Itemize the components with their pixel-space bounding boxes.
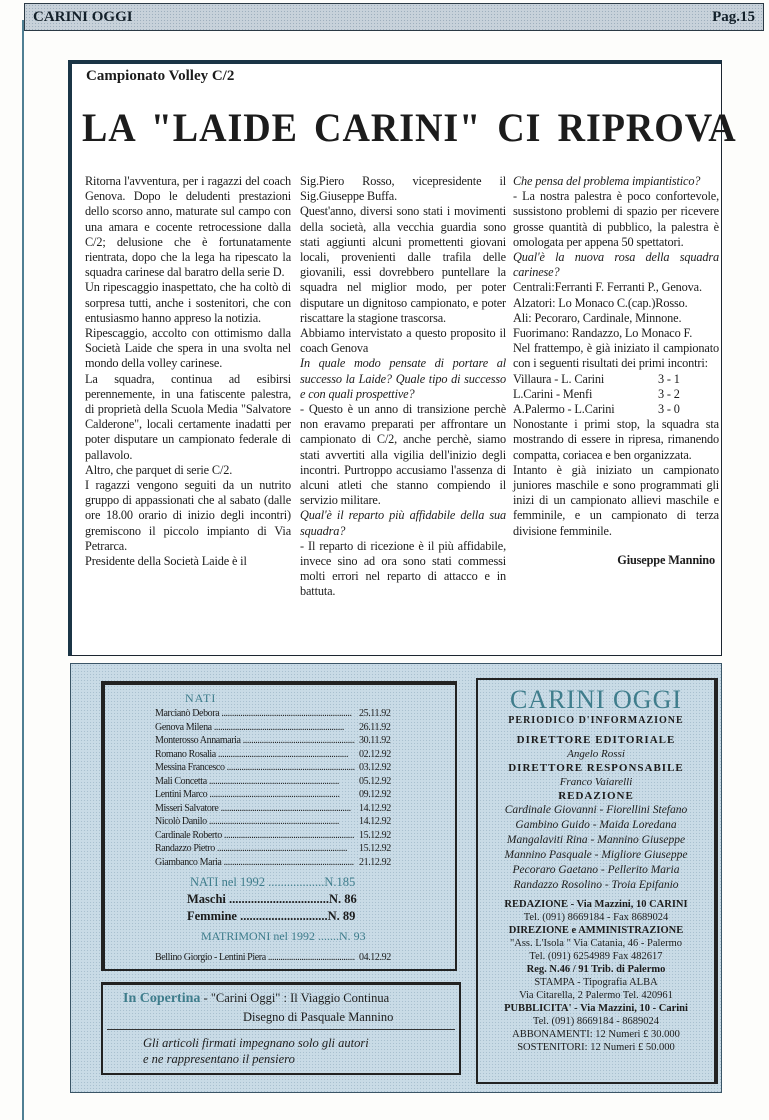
roster-line: Fuorimano: Randazzo, Lo Monaco F. — [513, 326, 693, 341]
match-result — [513, 402, 719, 417]
staff-line: Mangalaviti Rina - Mannino Giuseppe — [506, 834, 686, 846]
birth-name: Romano Rosalia ..... — [155, 748, 355, 762]
masthead-box — [476, 678, 718, 1084]
publication-title: CARINI OGGI — [33, 8, 133, 25]
birth-date: 25.11.92 — [359, 708, 391, 719]
births-females: Femmine ............................N. 89 — [187, 909, 356, 923]
birth-date: 09.12.92 — [359, 789, 391, 800]
article-author: Giuseppe Mannino — [617, 552, 715, 567]
paragraph: Un ripescaggio inaspettato, che ha coltò di sorpresa tutti, anche i sostenitori, che con entusiasmo hanno appreso la notizia. — [85, 280, 291, 325]
birth-name: Giambanco Maria ..... — [155, 856, 355, 870]
birth-name: Marcianò Debora ..... — [155, 707, 355, 721]
disclaimer-line: Gli articoli firmati impegnano solo gli autori — [143, 1036, 369, 1050]
marriage-names: Bellino Giorgio - Lentini Piera ..... — [155, 951, 355, 964]
divider — [107, 1029, 455, 1030]
cover-credit-box — [101, 982, 461, 1075]
article-column-1 — [85, 174, 291, 569]
match-result — [513, 387, 719, 402]
birth-entry — [155, 829, 395, 843]
contact-line: Reg. N.46 / 91 Trib. di Palermo — [526, 964, 666, 975]
cover-title: - "Carini Oggi" : Il Viaggio Continua — [200, 991, 390, 1005]
paragraph: La squadra, continua ad esibirsi perennemente, in una fatiscente palestra, di proprietà della Scuola Media "Salvatore Calderone", locali certamente inadatti per poter disputare un campionato federale di pallavolo. — [85, 371, 291, 462]
contact-line: SOSTENITORI: 12 Numeri £ 50.000 — [517, 1042, 675, 1053]
birth-entry — [155, 856, 395, 870]
paragraph: Presidente della Società Laide è il — [85, 554, 247, 569]
interview-question: Qual'è la nuova rosa della squadra carinese? — [513, 250, 719, 280]
birth-date: 15.12.92 — [359, 829, 391, 841]
interview-question: Che pensa del problema impiantistico? — [513, 174, 701, 188]
editorial-director-label: DIRETTORE EDITORIALE — [516, 734, 676, 746]
birth-date: 15.12.92 — [359, 843, 391, 854]
staff-line: Mannino Pasquale - Migliore Giuseppe — [504, 849, 688, 861]
birth-entry — [155, 761, 395, 775]
page-edge — [22, 20, 24, 1120]
paragraph: Abbiamo intervistato a questo proposito il coach Genova — [300, 326, 506, 356]
interview-question: Qual'è il reparto più affidabile della sua squadra? — [300, 508, 506, 538]
birth-name: Randazzo Pietro ..... — [155, 842, 355, 856]
births-list — [155, 707, 395, 869]
births-total: NATI nel 1992 ..................N.185 — [190, 875, 356, 889]
staff-line: Gambino Guido - Maida Loredana — [515, 819, 677, 831]
staff-line: Pecoraro Gaetano - Pellerito Maria — [512, 864, 680, 876]
birth-date: 21.12.92 — [359, 856, 391, 868]
responsible-director: Franco Vaiarelli — [559, 776, 633, 788]
match-score: 3 - 1 — [658, 371, 680, 386]
contact-line: Tel. (091) 8669184 - Fax 8689024 — [523, 912, 669, 923]
paragraph: Altro, che parquet di serie C/2. — [85, 462, 233, 477]
birth-entry — [155, 842, 395, 856]
birth-name: Genova Milena ..... — [155, 721, 355, 735]
birth-date: 05.12.92 — [359, 775, 391, 787]
birth-name: Messina Francesco ..... — [155, 761, 355, 775]
contact-line: "Ass. L'Isola " Via Catania, 46 - Palermo — [509, 938, 683, 949]
article-column-3 — [513, 174, 719, 568]
paragraph: Quest'anno, diversi sono stati i movimenti della società, alla vecchia guardia sono stati aggiunti alcuni promettenti giovani locali, provenienti dalle trafila delle giovanili, essi dovrebbero puntellare la squadra nel miglior modo, per poter disputare un dignitoso campionato, e poter riscattare la stagione trascorsa. — [300, 204, 506, 325]
match-score: 3 - 2 — [658, 386, 680, 401]
editorial-staff — [478, 803, 714, 893]
contact-line: Tel. (091) 6254989 Fax 482617 — [529, 951, 663, 962]
birth-entry — [155, 815, 395, 829]
birth-entry — [155, 721, 395, 735]
birth-name: Monterosso Annamaria ..... — [155, 734, 355, 748]
birth-date: 14.12.92 — [359, 816, 391, 827]
contact-line: STAMPA - Tipografia ALBA — [534, 977, 658, 988]
responsible-director-label: DIRETTORE RESPONSABILE — [508, 762, 684, 774]
page-number: Pag.15 — [712, 8, 755, 25]
match-score: 3 - 0 — [658, 402, 680, 417]
editorial-staff-label: REDAZIONE — [558, 790, 634, 802]
birth-name: Mali Concetta ..... — [155, 775, 355, 789]
interview-answer: - Questo è un anno di transizione perchè non eravamo preparati per affrontare un campionato di C/2, anche perchè, siamo stati avvertiti alla vigilia dell'inizio degli incontri. Purtroppo accusiamo l'assenza di alcuni atleti che stanno compiendo il servizio militare. — [300, 402, 506, 508]
match-teams: A.Palermo - L.Carini — [513, 402, 615, 417]
roster-line: Centrali:Ferranti F. Ferranti P., Genova. — [513, 280, 702, 295]
interview-question: In quale modo pensate di portare al successo la Laide? Quale tipo di successo e con quali prospettive? — [300, 356, 506, 401]
birth-date: 26.11.92 — [359, 721, 391, 733]
births-males: Maschi ................................N. 86 — [187, 892, 357, 906]
staff-line: Cardinale Giovanni - Fiorellini Stefano — [504, 804, 688, 816]
contact-line: PUBBLICITA' - Via Mazzini, 10 - Carini — [504, 1003, 688, 1014]
marriage-entry — [155, 951, 415, 964]
match-teams: Villaura - L. Carini — [513, 371, 605, 386]
paragraph: I ragazzi vengono seguiti da un nutrito gruppo di appassionati che al sabato (dalle ore 18.00 orario di inizio degli incontri) gremiscono il piccolo impianto di Via Petrarca. — [85, 478, 291, 553]
paragraph: Ripescaggio, accolto con ottimismo dalla Società Laide che spera in una svolta nel mondo della volley carinese. — [85, 326, 291, 371]
roster-line: Alzatori: Lo Monaco C.(cap.)Rosso. — [513, 295, 688, 310]
disclaimer — [143, 1035, 369, 1067]
contact-line: REDAZIONE - Via Mazzini, 10 CARINI — [504, 899, 688, 910]
disclaimer-line: e ne rappresentano il pensiero — [143, 1052, 295, 1066]
marriages-total: MATRIMONI nel 1992 .......N. 93 — [201, 929, 366, 943]
contact-line: Tel. (091) 8669184 - 8689024 — [532, 1016, 660, 1027]
birth-date: 14.12.92 — [359, 802, 391, 814]
editorial-director: Angelo Rossi — [567, 748, 625, 760]
births-title: NATI — [185, 691, 217, 705]
masthead-logo: CARINI OGGI — [509, 685, 683, 714]
paragraph: Sig.Piero Rosso, vicepresidente il Sig.Giuseppe Buffa. — [300, 174, 506, 204]
birth-date: 02.12.92 — [359, 748, 391, 760]
match-teams: L.Carini - Menfi — [513, 386, 593, 401]
interview-answer: - Il reparto di ricezione è il più affidabile, invece sino ad ora sono stati commessi molti errori nel reparto di attacco e in battuta. — [300, 538, 506, 599]
cover-artist: Disegno di Pasquale Mannino — [243, 1010, 394, 1024]
page-header — [24, 3, 764, 31]
article-kicker: Campionato Volley C/2 — [86, 68, 235, 84]
birth-entry — [155, 748, 395, 762]
contact-line: ABBONAMENTI: 12 Numeri £ 30.000 — [512, 1029, 680, 1040]
birth-name: Misseri Salvatore ..... — [155, 802, 355, 816]
cover-line — [123, 990, 389, 1007]
interview-answer: - La nostra palestra è poco confortevole, sussistono problemi di spazio per ricevere grosse quantità di pubblico, la palestra è omologata per appena 50 spettatori. — [513, 189, 719, 249]
birth-name: Cardinale Roberto ..... — [155, 829, 355, 843]
birth-entry — [155, 707, 395, 721]
article-headline: LA "LAIDE CARINI" CI RIPROVA — [82, 105, 737, 150]
contact-line: DIREZIONE e AMMINISTRAZIONE — [508, 925, 684, 936]
birth-entry — [155, 788, 395, 802]
births-box — [101, 681, 457, 971]
article-volley — [68, 60, 737, 656]
birth-name: Nicolò Danilo ..... — [155, 815, 355, 829]
birth-date: 30.11.92 — [359, 735, 391, 746]
paragraph: Nel frattempo, è già iniziato il campionato con i seguenti risultati dei primi incontri: — [513, 341, 719, 371]
article-column-2 — [300, 174, 506, 600]
staff-line: Randazzo Rosolino - Troia Epifanio — [513, 879, 679, 891]
birth-date: 03.12.92 — [359, 762, 391, 773]
masthead-subtitle: PERIODICO D'INFORMAZIONE — [508, 715, 684, 726]
paragraph: Ritorna l'avventura, per i ragazzi del coach Genova. Dopo le deludenti prestazioni dello scorso anno, maturate sul campo con una amara e cocente retrocessione dalla C/2; delusione che è fortunatamente rientrata, dopo che la lega ha ripescato la squadra carinese dal baratro della serie D. — [85, 174, 291, 280]
cover-label: In Copertina — [123, 991, 201, 1006]
paragraph: Nonostante i primi stop, la squadra sta mostrando di essere in ripresa, rimanendo compatta, coriacea e ben organizzata. — [513, 417, 719, 462]
roster-line: Ali: Pecoraro, Cardinale, Minnone. — [513, 310, 682, 325]
match-result — [513, 372, 719, 387]
birth-entry — [155, 802, 395, 816]
info-panel — [70, 663, 722, 1093]
marriage-date: 04.12.92 — [359, 952, 391, 963]
paragraph: Intanto è già iniziato un campionato juniores maschile e sono programmati gli inizi di un campionato allievi maschile e femminile, e un campionato di terza divisione femminile. — [513, 462, 719, 538]
contact-info — [478, 898, 714, 1054]
contact-line: Via Citarella, 2 Palermo Tel. 420961 — [519, 990, 673, 1001]
birth-entry — [155, 734, 395, 748]
birth-name: Lentini Marco ..... — [155, 788, 355, 802]
birth-entry — [155, 775, 395, 789]
